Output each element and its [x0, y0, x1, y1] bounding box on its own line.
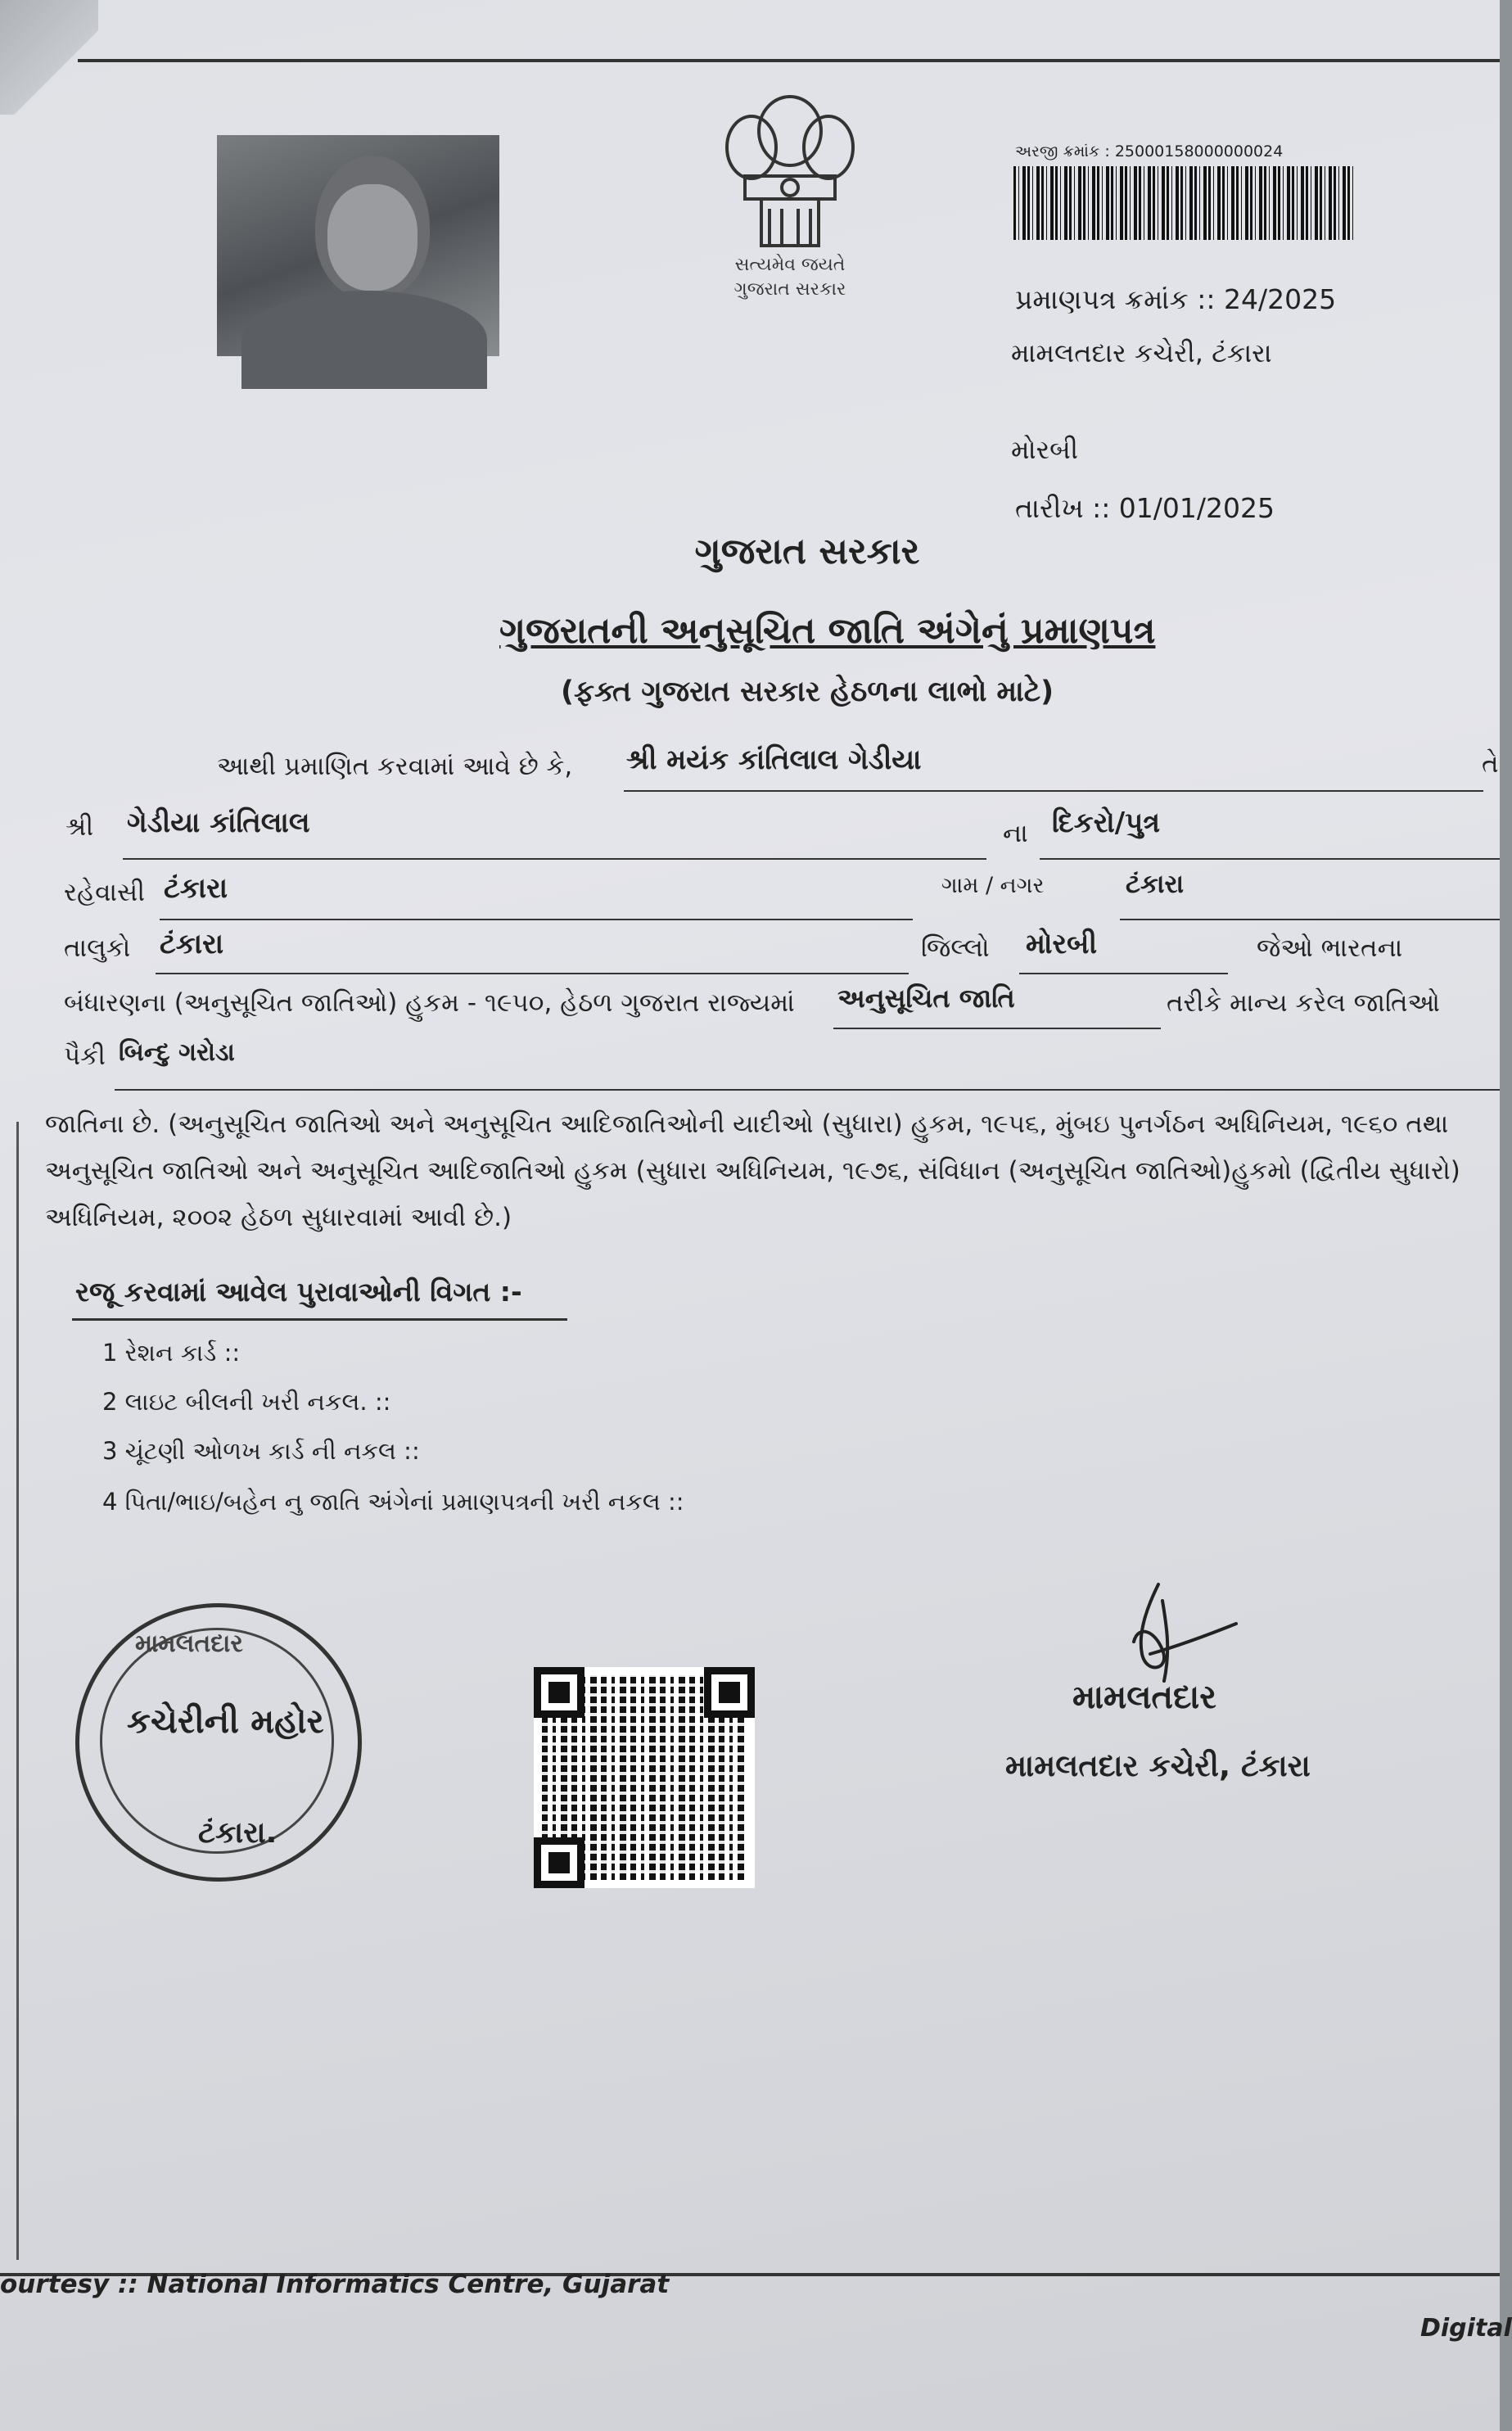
documents-heading: રજૂ કરવામાં આવેલ પુરાવાઓની વિગત :- [75, 1276, 522, 1308]
seal-center-text: કચેરીની મહોર [127, 1701, 324, 1741]
government-heading: ગુજરાત સરકાર [694, 531, 920, 572]
document-item-4: 4 પિતા/ભાઇ/બહેન નુ જાતિ અંગેનાં પ્રમાણપત્રની ખરી નકલ :: [102, 1488, 684, 1516]
issuing-city: મોરબી [1011, 434, 1078, 465]
caste-line [115, 1089, 1500, 1091]
paragraph-line: જાતિના છે. (અનુસૂચિત જાતિઓ અને અનુસૂચિત આદિજાતિઓની યાદીઓ (સુધારા) હુકમ, ૧૯૫૬, મુંબઇ પુનર્ગઠન અધિનિયમ, ૧૯૬૦ તથા [45, 1109, 1449, 1139]
category-value: અનુસૂચિત જાતિ [837, 983, 1015, 1014]
application-number: અરજી ક્રમાંક : 25000158000000024 [1015, 142, 1284, 160]
recognized-text: તરીકે માન્ય કરેલ જાતિઓ [1167, 988, 1440, 1018]
constitution-text: બંધારણના (અનુસૂચિત જાતિઓ) હુકમ - ૧૯૫૦, હેઠળ ગુજરાત રાજ્યમાં [64, 988, 795, 1018]
taluka-label: તાલુકો [64, 933, 131, 963]
applicant-name: શ્રી મયંક કાંતિલાલ ગેડીયા [626, 743, 922, 776]
ashoka-emblem-icon [712, 86, 868, 307]
caste-value: બિન્દુ ગરોડા [119, 1038, 235, 1067]
seal-ring-text: મામલતદાર [135, 1629, 243, 1658]
applicant-name-line [624, 790, 1483, 792]
documents-heading-line [72, 1318, 567, 1321]
certify-label: આથી પ્રમાણિત કરવામાં આવે છે કે, [217, 752, 573, 781]
resident-line [160, 919, 913, 920]
paragraph-line: અધિનિયમ, ૨૦૦૨ હેઠળ સુધારવામાં આવી છે.) [45, 1203, 512, 1232]
issue-date: તારીખ :: 01/01/2025 [1015, 492, 1275, 524]
frame-left-border [16, 1122, 19, 2260]
father-name-line [123, 858, 986, 860]
frame-top-border [78, 59, 1500, 62]
village-value: ટંકારા [1126, 870, 1185, 899]
certificate-subtitle: (ફક્ત ગુજરાત સરકાર હેઠળના લાભો માટે) [561, 676, 1054, 708]
issuing-office: મામલતદાર કચેરી, ટંકારા [1011, 337, 1272, 368]
resident-value: ટંકારા [164, 872, 228, 905]
trailing-te-label: તે [1482, 749, 1499, 779]
document-item-2: 2 લાઇટ બીલની ખરી નકલ. :: [102, 1388, 391, 1416]
resident-label: રહેવાસી [64, 878, 145, 907]
taluka-value: ટંકારા [160, 928, 224, 960]
india-label: જેઓ ભારતના [1257, 933, 1403, 963]
district-line [1019, 973, 1228, 974]
among-label: પૈકી [64, 1042, 106, 1071]
certificate-title: ગુજરાતની અનુસૂચિત જાતિ અંગેનું પ્રમાણપત્ર [499, 610, 1156, 652]
legal-paragraph [45, 1101, 1510, 1241]
document-item-3: 3 ચૂંટણી ઓળખ કાર્ડ ની નકલ :: [102, 1437, 420, 1465]
village-label: ગામ / નગર [941, 873, 1045, 898]
qr-finder [534, 1837, 584, 1888]
signature-icon [1113, 1576, 1244, 1691]
photo-shoulders [241, 291, 487, 389]
signatory-office: મામલતદાર કચેરી, ટંકારા [1005, 1748, 1311, 1783]
page-fold [0, 0, 98, 115]
relation-line [1040, 858, 1500, 860]
shri-label: શ્રી [65, 812, 94, 842]
photo-face [327, 184, 417, 291]
qr-code-icon [534, 1667, 755, 1888]
category-line [833, 1028, 1161, 1029]
signatory-title: મામલતદાર [1072, 1679, 1216, 1716]
document-item-1: 1 રેશન કાર્ડ :: [102, 1339, 241, 1367]
footer-courtesy: ourtesy :: National Informatics Centre, Gujarat [0, 2270, 670, 2299]
father-name: ગેડીયા કાંતિલાલ [127, 807, 310, 839]
paragraph-line: અનુસૂચિત જાતિઓ અને અનુસૂચિત આદિજાતિઓ હુકમ (સુધારા અધિનિયમ, ૧૯૭૬, સંવિધાન (અનુસૂચિત જાતિઓ)હુકમો (દ્વિતીય સુધારો) [45, 1156, 1460, 1186]
applicant-photo [217, 135, 499, 356]
district-label: જિલ્લો [921, 933, 990, 963]
village-line [1120, 919, 1500, 920]
district-value: મોરબી [1026, 928, 1098, 960]
footer-digital: Digital [1420, 2314, 1512, 2343]
svg-text:સત્યમેવ જયતે: સત્યમેવ જયતે [734, 255, 846, 275]
certificate-number: પ્રમાણપત્ર ક્રમાંક :: 24/2025 [1015, 283, 1337, 315]
qr-finder [534, 1667, 584, 1718]
barcode-icon [1013, 166, 1356, 240]
svg-text:ગુજરાત સરકાર: ગુજરાત સરકાર [733, 279, 846, 300]
qr-finder [704, 1667, 755, 1718]
na-label: ના [1003, 819, 1028, 848]
taluka-line [156, 973, 909, 974]
relation-value: દિકરો/પુત્ર [1052, 807, 1161, 839]
seal-place: ટંકારા. [198, 1816, 278, 1850]
